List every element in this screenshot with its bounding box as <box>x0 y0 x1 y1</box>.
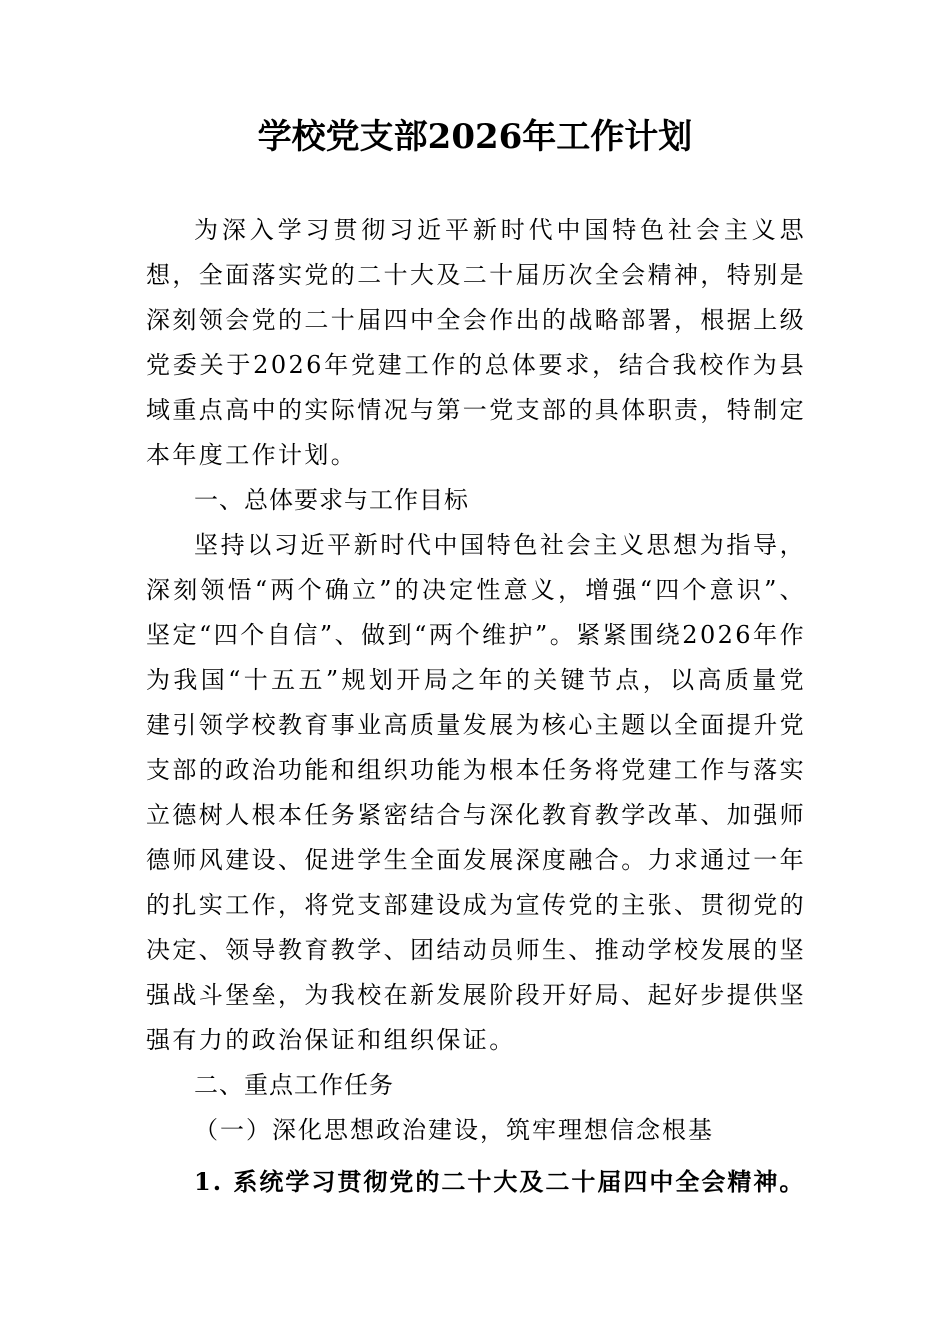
section-2-subheading: （一）深化思想政治建设，筑牢理想信念根基 <box>194 1116 714 1144</box>
document-body <box>146 208 806 1204</box>
intro-paragraph: 为深入学习贯彻习近平新时代中国特色社会主义思想，全面落实党的二十大及二十届历次全会精神，特别是深刻领会党的二十届四中全会作出的战略部署，根据上级党委关于2026年党建工作的总体要求，结合我校作为县域重点高中的实际情况与第一党支部的具体职责，特制定本年度工作计划。 <box>146 216 806 469</box>
document-title: 学校党支部2026年工作计划 <box>257 117 693 157</box>
section-1-heading: 一、总体要求与工作目标 <box>194 486 469 514</box>
section-1-paragraph: 坚持以习近平新时代中国特色社会主义思想为指导，深刻领悟“两个确立”的决定性意义，增强“四个意识”、坚定“四个自信”、做到“两个维护”。紧紧围绕2026年作为我国“十五五”规划开局之年的关键节点，以高质量党建引领学校教育事业高质量发展为核心主题以全面提升党支部的政治功能和组织功能为根本任务将党建工作与落实立德树人根本任务紧密结合与深化教育教学改革、加强师德师风建设、促进学生全面发展深度融合。力求通过一年的扎实工作，将党支部建设成为宣传党的主张、贯彻党的决定、领导教育教学、团结动员师生、推动学校发展的坚强战斗堡垒，为我校在新发展阶段开好局、起好步提供坚强有力的政治保证和组织保证。 <box>146 531 806 1054</box>
section-2-item-1: 1. 系统学习贯彻党的二十大及二十届四中全会精神。 <box>194 1167 806 1196</box>
section-2-heading: 二、重点工作任务 <box>194 1071 394 1099</box>
